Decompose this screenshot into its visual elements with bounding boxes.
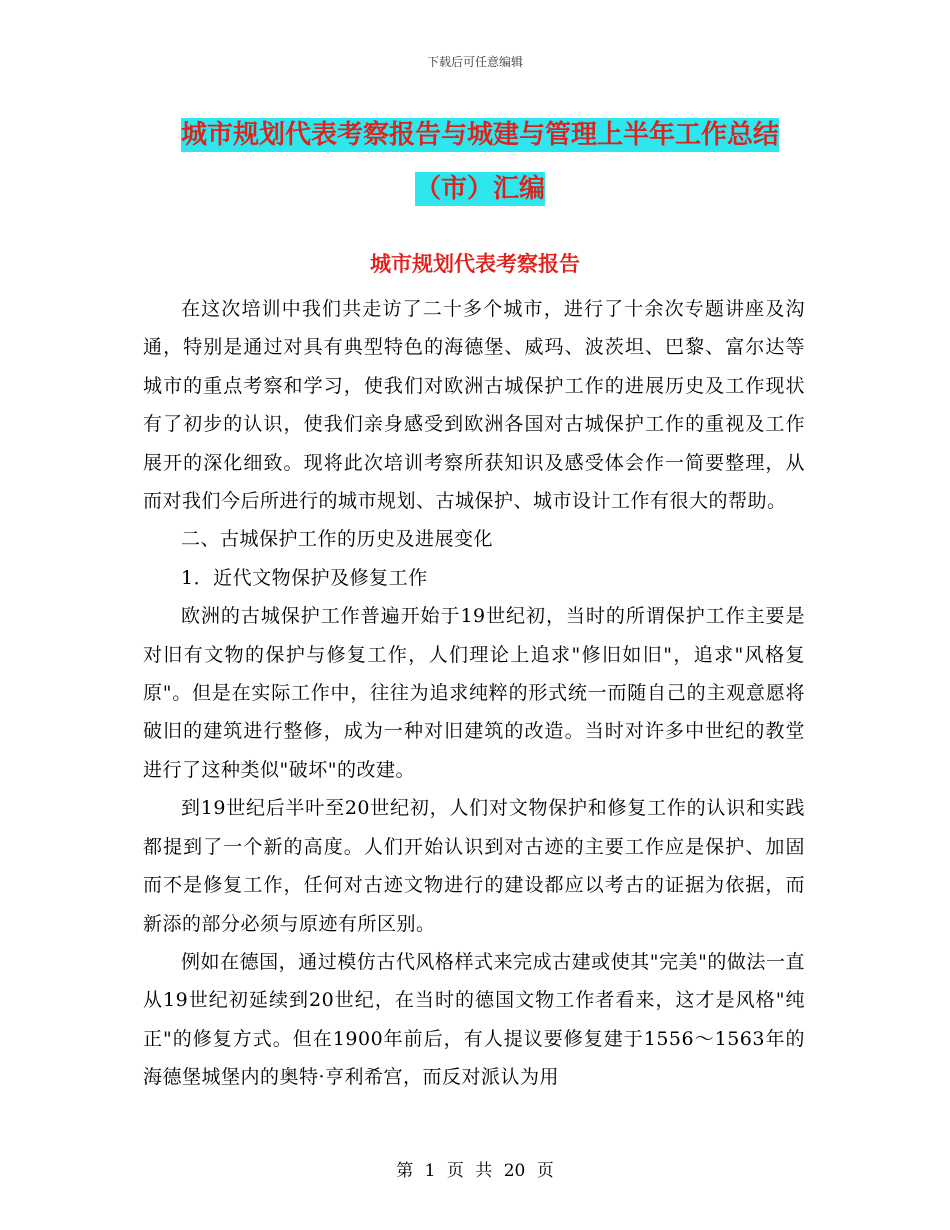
document-title-line-1: 城市规划代表考察报告与城建与管理上半年工作总结 [180, 120, 779, 150]
document-body [143, 290, 805, 1097]
page-footer: 第 1 页 共 20 页 [396, 1161, 554, 1181]
paragraph: 1．近代文物保护及修复工作 [181, 566, 428, 589]
document-title [150, 108, 810, 216]
paragraph: 到19世纪后半叶至20世纪初，人们对文物保护和修复工作的认识和实践都提到了一个新的高度。人们开始认识到对古迹的主要工作应是保护、加固而不是修复工作，任何对古迹文物进行的建设都应以考古的证据为依据，而新添的部分必须与原迹有所区别。 [143, 797, 805, 935]
paragraph: 欧洲的古城保护工作普遍开始于19世纪初，当时的所谓保护工作主要是对旧有文物的保护与修复工作，人们理论上追求"修旧如旧"，追求"风格复原"。但是在实际工作中，往往为追求纯粹的形式统一而随自己的主观意愿将破旧的建筑进行整修，成为一种对旧建筑的改造。当时对许多中世纪的教堂进行了这种类似"破坏"的改建。 [143, 605, 805, 781]
document-title-line-2: （市）汇编 [414, 174, 545, 204]
page-header-note: 下载后可任意编辑 [426, 55, 523, 69]
paragraph: 二、古城保护工作的历史及进展变化 [181, 528, 494, 551]
paragraph: 在这次培训中我们共走访了二十多个城市，进行了十余次专题讲座及沟通，特别是通过对具有典型特色的海德堡、威玛、波茨坦、巴黎、富尔达等城市的重点考察和学习，使我们对欧洲古城保护工作的进展历史及工作现状有了初步的认识，使我们亲身感受到欧洲各国对古城保护工作的重视及工作展开的深化细致。现将此次培训考察所获知识及感受体会作一简要整理，从而对我们今后所进行的城市规划、古城保护、城市设计工作有很大的帮助。 [143, 298, 805, 513]
section-title: 城市规划代表考察报告 [370, 252, 580, 276]
paragraph: 例如在德国，通过模仿古代风格样式来完成古建或使其"完美"的做法一直从19世纪初延续到20世纪，在当时的德国文物工作者看来，这才是风格"纯正"的修复方式。但在1900年前后，有人提议要修复建于1556～1563年的海德堡城堡内的奥特·亨利希宫，而反对派认为用 [143, 950, 805, 1089]
